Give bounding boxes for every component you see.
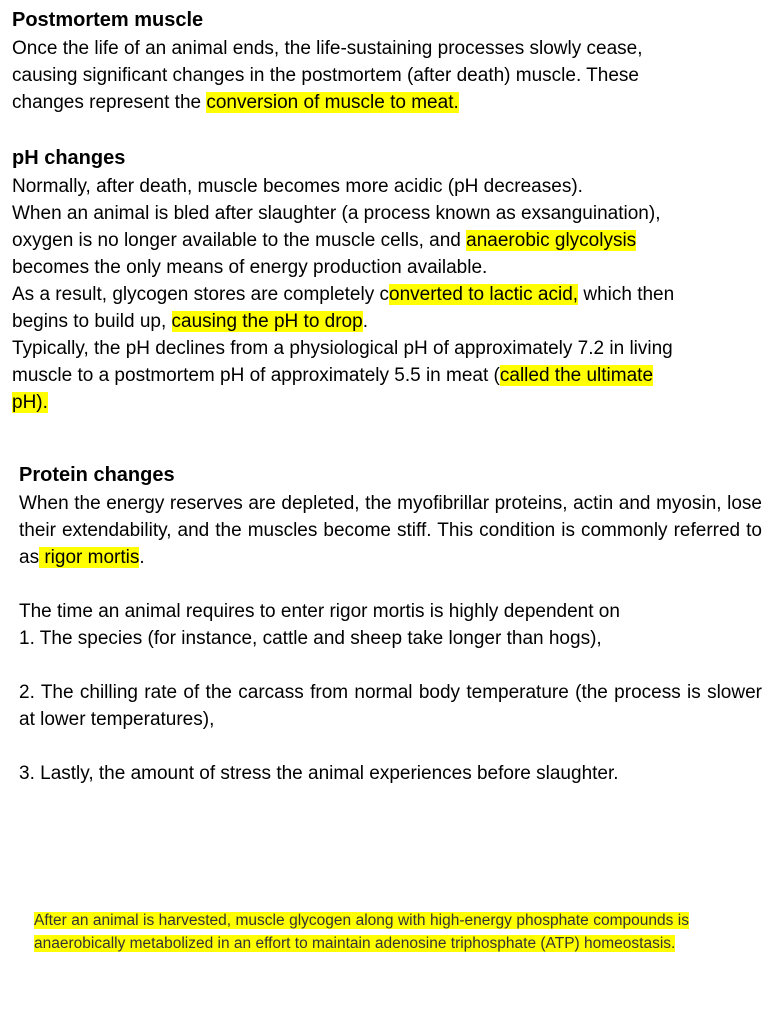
heading-ph-changes: pH changes: [12, 147, 126, 169]
ph-line-8-text: muscle to a postmortem pH of approximately 5.5 in meat (: [12, 365, 500, 386]
ph-line-2: When an animal is bled after slaughter (a process known as exsanguination),: [12, 203, 661, 224]
ph-line-6-text-b: .: [362, 311, 368, 332]
postmortem-line-2: causing significant changes in the postmortem (after death) muscle. These: [12, 65, 639, 86]
ph-line-3: [12, 227, 636, 254]
highlight-ph-drop: causing the pH to drop: [171, 311, 363, 332]
note-text: After an animal is harvested, muscle glycogen along with high-energy phosphate compounds is anaerobically metabolized in an effort to maintain adenosine triphosphate (ATP) homeostasis.: [34, 912, 689, 952]
list-item-chilling-rate: 2. The chilling rate of the carcass from normal body temperature (the process is slower at lower temperatures),: [19, 682, 762, 730]
ph-line-3-text: oxygen is no longer available to the muscle cells, and: [12, 230, 467, 251]
protein-paragraph-end: .: [139, 547, 145, 568]
postmortem-line-3: [12, 89, 459, 116]
postmortem-line-1: Once the life of an animal ends, the life-sustaining processes slowly cease,: [12, 38, 643, 59]
postmortem-line-3-text: changes represent the: [12, 92, 207, 113]
ph-line-4: becomes the only means of energy production available.: [12, 257, 488, 278]
ph-line-7: Typically, the pH declines from a physiological pH of approximately 7.2 in living: [12, 338, 673, 359]
highlight-ultimate-ph-end: pH).: [12, 392, 48, 413]
protein-paragraph-text: When the energy reserves are depleted, the myofibrillar proteins, actin and myosin, lose their extendability, and the muscles become stiff. This condition is commonly referred to as: [19, 493, 762, 568]
heading-protein-changes: Protein changes: [19, 464, 175, 486]
protein-paragraph: [19, 490, 762, 571]
ph-line-9: [12, 389, 48, 416]
heading-postmortem-muscle: Postmortem muscle: [12, 9, 204, 31]
list-item-species: 1. The species (for instance, cattle and sheep take longer than hogs),: [19, 628, 602, 649]
highlight-ultimate-ph: called the ultimate: [499, 365, 654, 386]
highlight-rigor-mortis: rigor mortis: [39, 547, 140, 568]
list-item-stress: 3. Lastly, the amount of stress the animal experiences before slaughter.: [19, 763, 619, 784]
ph-line-8: [12, 362, 653, 389]
ph-line-6-text-a: begins to build up,: [12, 311, 172, 332]
highlight-lactic-acid: onverted to lactic acid,: [389, 284, 579, 305]
ph-line-5-text-b: which then: [578, 284, 675, 305]
ph-line-1: Normally, after death, muscle becomes more acidic (pH decreases).: [12, 176, 583, 197]
ph-line-5: [12, 281, 674, 308]
rigor-intro: The time an animal requires to enter rigor mortis is highly dependent on: [19, 601, 620, 622]
ph-line-6: [12, 308, 368, 335]
ph-line-5-text-a: As a result, glycogen stores are completely c: [12, 284, 390, 305]
highlight-anaerobic-glycolysis: anaerobic glycolysis: [466, 230, 637, 251]
highlight-conversion-to-meat: conversion of muscle to meat.: [206, 92, 459, 113]
highlighted-note: [34, 909, 689, 955]
